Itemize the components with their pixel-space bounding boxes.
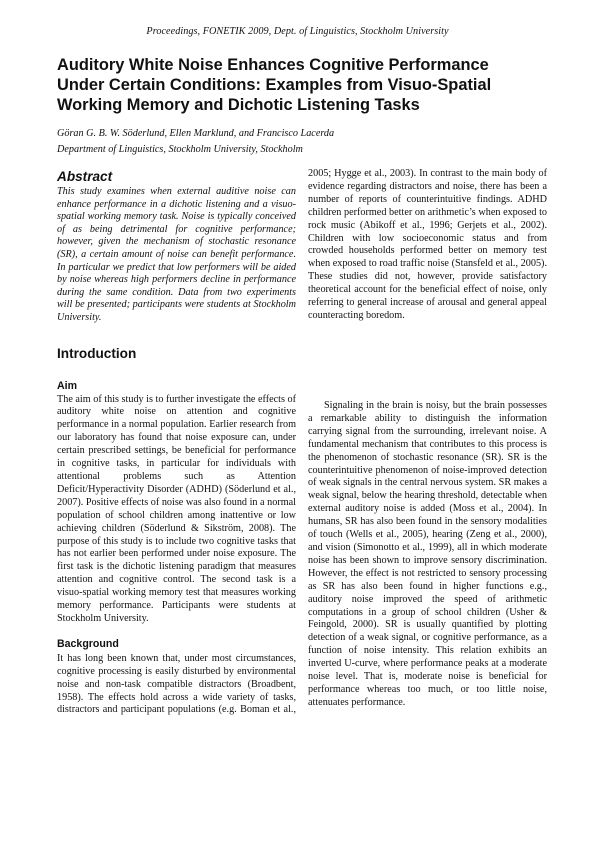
left-column <box>57 168 296 717</box>
right-column <box>308 168 547 710</box>
aim-paragraph: The aim of this study is to further investigate the effects of auditory white noise on attention and cognitive performance in a normal population. Earlier research from our laboratory has found that noise exposure can, under certain prescribed settings, be beneficial for performance in cognitive tasks, in particular for individuals with attentional problems such as Attention Deficit/Hyperactivity Disorder (ADHD) (Söderlund et al., 2007). Positive effects of noise was also found in a normal population of school children among inattentive or low achieving children (Söderlund & Sikström, 2008). The purpose of this study is to include two cognitive tasks that has not earlier been performed under noise exposure. The first task is the dichotic listening paradigm that measures attention and cognitive control. The second task is a visuo-spatial working memory test that measures working memory performance. Participants were students at Stockholm University. <box>57 393 296 624</box>
background-paragraph-start: It has long been known that, under most circumstances, cognitive processing is easily disturbed by environmental noise and non-task compatible distractors (Broadbent, 1958). The effects hold across a wide variety of tasks, distractors and participant populations (e.g. Boman et al., <box>57 652 296 716</box>
abstract-heading: Abstract <box>57 169 113 184</box>
title-line: Auditory White Noise Enhances Cognitive Performance <box>57 56 489 74</box>
paper-title <box>57 55 547 115</box>
background-heading: Background <box>57 637 119 650</box>
background-paragraph-rest: 2005; Hygge et al., 2003). In contrast to the main body of evidence regarding distractors and noise, there has been a number of reports of counterintuitive findings. ADHD children performed better on arithmetic’s when exposed to rock music (Abikoff et al., 1996; Gerjets et al., 2002). Children with low socioeconomic status and from crowded households performed better on memory test when exposed to road traffic noise (Stansfeld et al., 2005). These studies did not, however, provide satisfactory theoretical account for the beneficial effect of noise, only referring to general increase of arousal and general appeal counteracting boredom. <box>308 168 547 321</box>
running-header: Proceedings, FONETIK 2009, Dept. of Linguistics, Stockholm University <box>146 26 449 37</box>
introduction-heading: Introduction <box>57 345 137 361</box>
signaling-paragraph: Signaling in the brain is noisy, but the brain possesses a remarkable ability to distinguish the information carrying signal from the surrounding, irrelevant noise. A fundamental mechanism that contributes to this process is the phenomenon of stochastic resonance (SR). SR is the counterintuitive phenomenon of noise-improved detection of weak signals in the central nervous system. SR makes a weak signal, below the hearing threshold, detectable when external auditory noise is added (Moss et al., 2004). In humans, SR has also been found in the sensory modalities of touch (Wells et al., 2005), hearing (Zeng et al., 2000), and vision (Simonotto et al., 1999), all in which moderate noise has been shown to improve sensory discrimination. However, the effect is not restricted to sensory processing as SR has also been found in higher functions e.g., auditory noise improved the speed of arithmetic computations in a group of school children (Usher & Feingold, 2000). SR is usually quantified by plotting detection of a weak signal, or cognitive performance, as a function of noise intensity. This relation exhibits an inverted U-curve, where performance peaks at a moderate noise level. That is, moderate noise is beneficial for performance whereas too much, or too little noise, attenuates performance. <box>308 400 547 708</box>
title-line: Working Memory and Dichotic Listening Tasks <box>57 96 420 114</box>
abstract-text: This study examines when external auditive noise can enhance performance in a dichotic listening and a visuo-spatial working memory task. Noise is typically conceived of as being detrimental for cognitive performance; however, given the mechanism of stochastic resonance (SR), a certain amount of noise can benefit performance. In particular we predict that low performers will be aided by noise whereas high performers decline in performance during the same condition. Data from two experiments will be presented; participants were students at Stockholm University. <box>57 186 296 323</box>
aim-heading: Aim <box>57 379 78 392</box>
affiliation: Department of Linguistics, Stockholm University, Stockholm <box>57 144 303 155</box>
author-list: Göran G. B. W. Söderlund, Ellen Marklund, and Francisco Lacerda <box>57 128 335 139</box>
title-line: Under Certain Conditions: Examples from Visuo-Spatial <box>57 76 492 94</box>
background-continuation <box>308 168 547 400</box>
